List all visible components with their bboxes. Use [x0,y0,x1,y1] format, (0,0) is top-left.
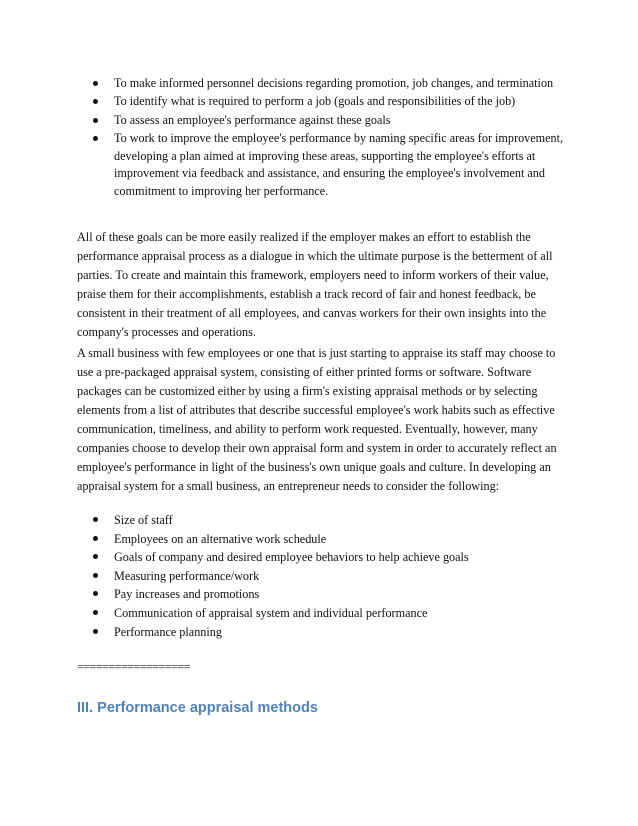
goals-bullet-list [0,75,638,202]
list-item-text: To make informed personnel decisions regarding promotion, job changes, and termination [114,76,554,90]
list-item-text: Pay increases and promotions [114,587,260,602]
list-item-text: To assess an employee's performance against these goals [114,112,391,127]
bullet-icon [93,517,98,522]
bullet-icon [93,81,98,86]
list-item [0,530,638,548]
section-separator: ================== [77,660,190,674]
list-item-text: Goals of company and desired employee behaviors to help achieve goals [114,550,469,565]
bullet-icon [93,99,98,104]
section-heading: III. Performance appraisal methods [77,700,318,716]
list-item [0,585,638,603]
bullet-icon [93,136,98,141]
list-item [0,93,638,111]
bullet-icon [93,536,98,541]
list-item [0,511,638,529]
list-item [0,604,638,622]
body-paragraph-dialogue: All of these goals can be more easily realized if the employer makes an effort to establish the performance appraisal process as a dialogue in which the ultimate purpose is the betterment of all parties. To create and maintain this framework, employers need to inform workers of their value, praise them for their accomplishments, establish a track record of fair and honest feedback, be consistent in their treatment of all employees, and canvas workers for their own insights into the company's processes and operations. [77,230,553,339]
list-item [0,567,638,585]
list-item-text: Size of staff [114,513,173,527]
list-item-text: Communication of appraisal system and individual performance [114,605,428,620]
list-item-text: To work to improve the employee's performance by naming specific areas for improvement, developing a plan aimed at improving these areas, supporting the employee's efforts at improvement via feedback and assistance, and ensuring the employee's involvement and commitment to improving her performance. [114,130,564,199]
list-item [0,112,638,130]
considerations-bullet-list [0,511,638,641]
bullet-icon [93,573,98,578]
list-item [0,75,638,93]
bullet-icon [93,629,98,634]
list-item-text: To identify what is required to perform a job (goals and responsibilities of the job) [114,94,516,109]
list-item [0,130,638,201]
bullet-icon [93,610,98,615]
body-paragraph-appraisal-system: A small business with few employees or one that is just starting to appraise its staff may choose to use a pre-packaged appraisal system, consisting of either printed forms or software. Software packages can be customized either by using a firm's existing appraisal methods or by selecting elements from a list of attributes that describe successful employee's work habits such as effective communication, timeliness, and ability to perform work requested. Eventually, however, many companies choose to develop their own appraisal form and system in order to accurately reflect an employee's performance in light of the business's own unique goals and culture. In developing an appraisal system for a small business, an entrepreneur needs to consider the following: [77,346,557,493]
list-item-text: Measuring performance/work [114,568,260,583]
bullet-icon [93,591,98,596]
bullet-icon [93,554,98,559]
list-item [0,623,638,641]
list-item-text: Performance planning [114,624,222,639]
bullet-icon [93,118,98,123]
list-item [0,548,638,566]
list-item-text: Employees on an alternative work schedule [114,531,327,546]
